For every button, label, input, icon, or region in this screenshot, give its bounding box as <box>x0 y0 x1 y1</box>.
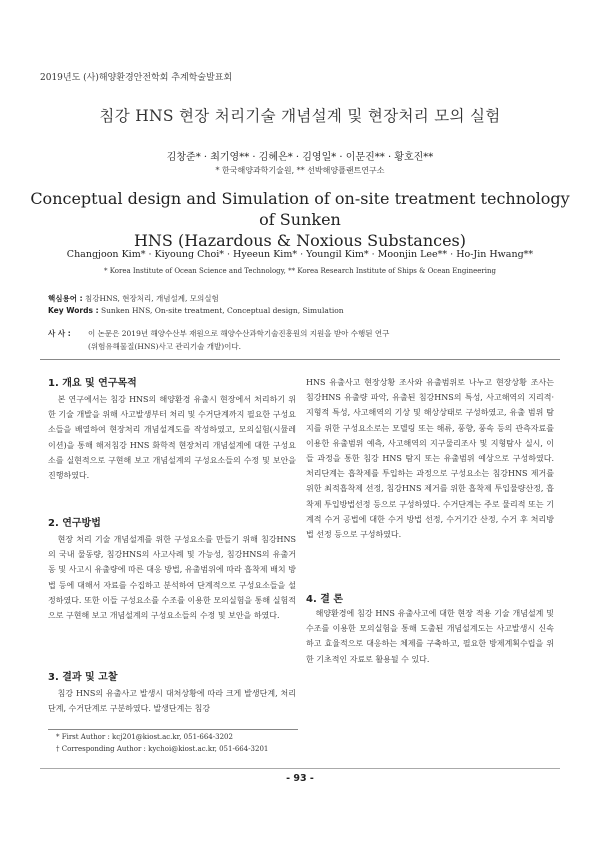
english-keywords-text: Sunken HNS, On-site treatment, Conceptual design, Simulation <box>100 306 344 315</box>
english-title-line2: HNS (Hazardous & Noxious Substances) <box>133 231 467 250</box>
korean-keywords-text: 침강HNS, 현장처리, 개념설계, 모의실험 <box>84 294 219 303</box>
conference-header: 2019년도 (사)해양환경안전학회 추계학술발표회 <box>40 73 233 83</box>
korean-keywords <box>48 293 219 304</box>
section-2-title: 2. 연구방법 <box>48 518 101 529</box>
section-2-body: 현장 처리 기술 개념설계를 위한 구성요소를 만들기 위해 침강HNS의 국내 물동량, 침강HNS의 사고사례 및 가능성, 침강HNS의 유출거동 및 사고시 유출량에 따른 대응 방법, 유출범위에 따라 흡착제 배치 방법 등에 대해서 자료를 수집하고 분석하여 단계적으로 구성요소들을 설정하였다. 또한 이들 구성요소를 수조를 이용한 모의실험을 통해 실험적으로 구현해 보고 개념설계의 구성요소들의 수정 및 보안을 하였다. <box>48 535 296 621</box>
korean-keywords-label: 핵심용어 : <box>48 294 83 303</box>
page-number: - 93 - <box>286 773 314 784</box>
acknowledgement-line2: (위험유해물질(HNS)사고 관리기술 개발)이다. <box>88 342 242 351</box>
corresponding-author-footnote: † Corresponding Author : kychoi@kiost.ac.kr, 051-664-3201 <box>56 745 269 753</box>
section-3-title: 3. 결과 및 고찰 <box>48 672 118 683</box>
english-title <box>30 188 570 251</box>
korean-title: 침강 HNS 현장 처리기술 개념설계 및 현장처리 모의 실험 <box>99 107 501 125</box>
footer-divider <box>40 768 560 769</box>
english-affiliations: * Korea Institute of Ocean Science and Technology, ** Korea Research Institute of Ships & Ocean Engineering <box>104 267 496 275</box>
footnote-divider <box>48 729 298 730</box>
korean-affiliations: * 한국해양과학기술원, ** 선박해양플랜트연구소 <box>215 166 385 175</box>
english-title-line1: Conceptual design and Simulation of on-site treatment technology of Sunken <box>30 189 570 229</box>
english-keywords <box>48 306 344 315</box>
section-4-title: 4. 결 론 <box>306 594 344 605</box>
acknowledgement-line1: 이 논문은 2019년 해양수산부 재원으로 해양수산과학기술진흥원의 지원을 받아 수행된 연구 <box>88 329 390 338</box>
english-keywords-label: Key Words : <box>48 306 99 315</box>
section-3-continued: HNS 유출사고 현장상황 조사와 유출범위로 나누고 현장상황 조사는 침강HNS 유출량 파악, 유출된 침강HNS의 특성, 사고해역의 지리적·지형적 특성, 사고해역의 기상 및 해상상태로 구성하였고, 유출 범위 탐지를 위한 구성요소로는 모델링 또는 해류, 풍향, 풍속 등의 관측자료를 이용한 유출범위 예측, 사고해역의 지구물리조사 및 지형탐사 실시, 이들 과정을 통한 침강 HNS 탐지 또는 유출범위 예상으로 구성하였다. 처리단계는 흡착제를 투입하는 과정으로 구성요소는 침강HNS 제거를 위한 최적흡착제 선정, 침강HNS 제거를 위한 흡착제 투입물량산정, 흡착제 투입방법선정 등으로 구성하였다. 수거단계는 주로 물리적 또는 기계적 수거 공법에 대한 수거 방법 선정, 수거기간 산정, 수거 후 처리방법 선정 등으로 구성하였다. <box>306 378 554 540</box>
acknowledgement-label: 사 사 : <box>48 329 71 338</box>
korean-authors: 김창준* · 최기영** · 김혜은* · 김영일* · 이문진** · 황호진** <box>166 152 434 163</box>
acknowledgement <box>48 327 389 353</box>
english-authors: Changjoon Kim* · Kiyoung Choi* · Hyeeun Kim* · Youngil Kim* · Moonjin Lee** · Ho-Jin Hwang** <box>66 249 534 260</box>
section-1-title: 1. 개요 및 연구목적 <box>48 378 137 389</box>
section-1-body: 본 연구에서는 침강 HNS의 해양환경 유출시 현장에서 처리하기 위한 기술 개발을 위해 사고발생부터 처리 및 수거단계까지 필요한 구성요소들을 배열하여 현장처리 개념설계도를 작성하였고, 모의실험(시뮬레이션)을 통해 해저침강 HNS 화학적 현장처리 개념설계에 대한 구성요소를 실현적으로 구현해 보고 개념설계의 구성요소들의 수정 및 보안을 진행하였다. <box>48 395 296 481</box>
section-3-body: 침강 HNS의 유출사고 발생시 대처상황에 따라 크게 발생단계, 처리단계, 수거단계로 구분하였다. 발생단계는 침강 <box>48 689 296 714</box>
section-4-body: 해양환경에 침강 HNS 유출사고에 대한 현장 적용 기술 개념설계 및 수조를 이용한 모의실험을 통해 도출된 개념설계도는 사고발생시 신속하고 효율적으로 대응하는 체제를 구축하고, 필요한 방제계획수립을 위한 기초적인 자료로 활용될 수 있다. <box>306 609 554 664</box>
header-divider <box>40 359 560 360</box>
first-author-footnote: * First Author : kcj201@kiost.ac.kr, 051-664-3202 <box>56 733 233 741</box>
